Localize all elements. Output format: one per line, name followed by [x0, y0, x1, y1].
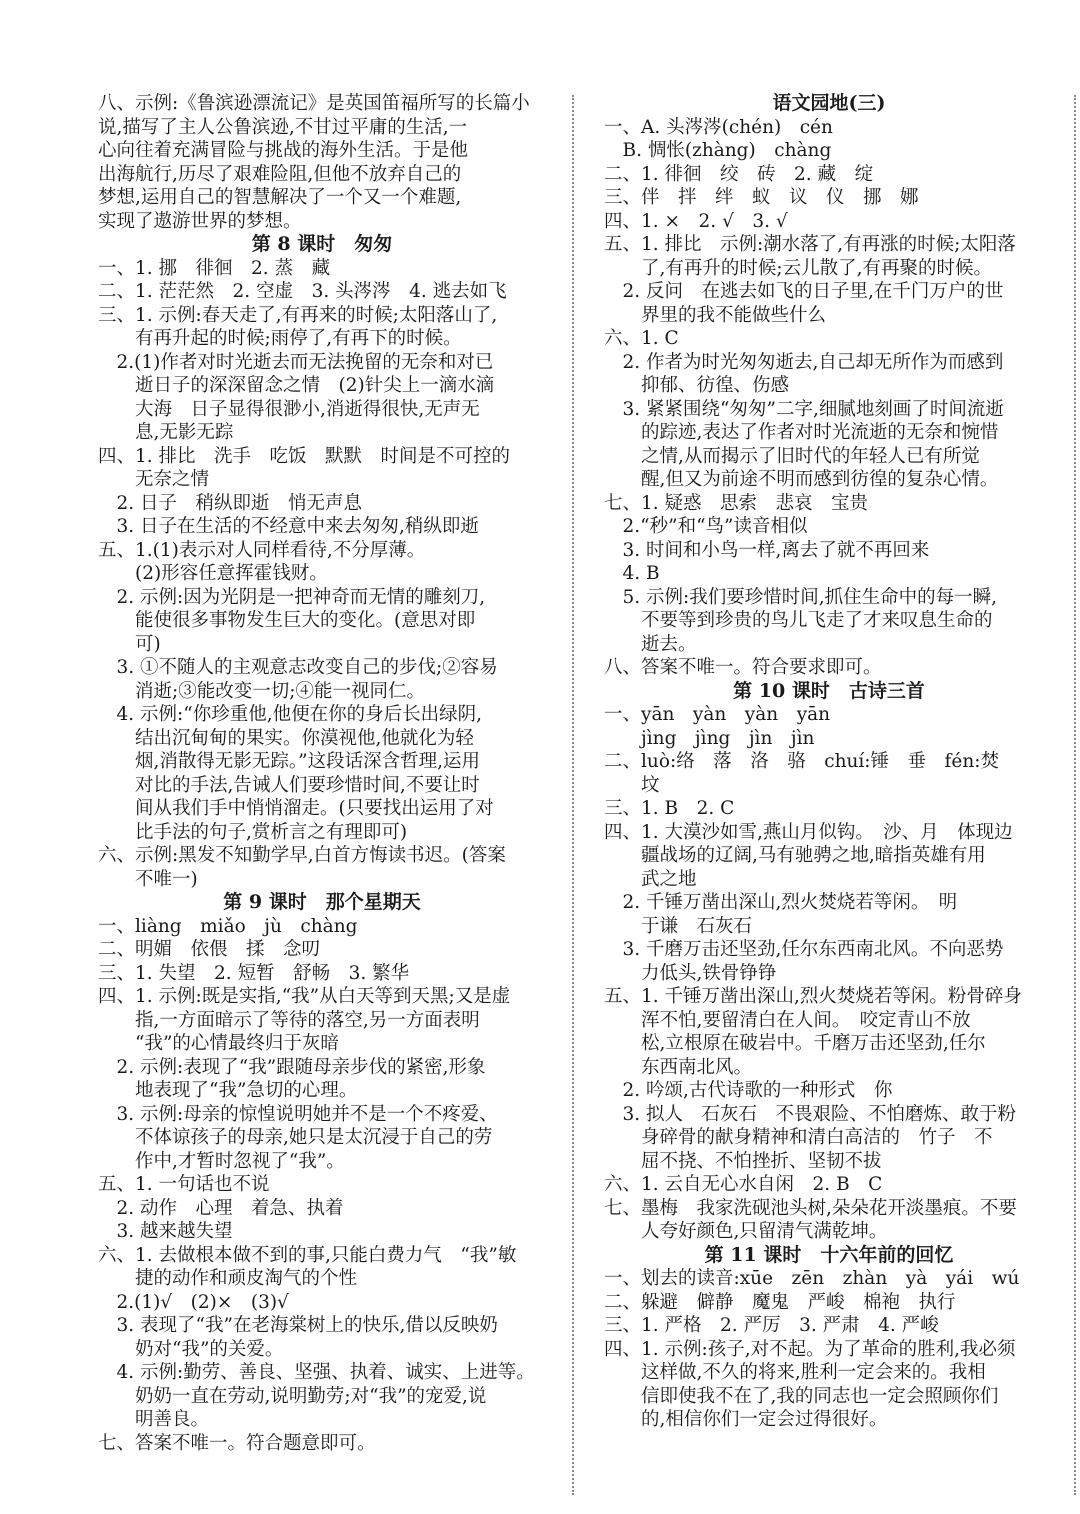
answer-line: 一、yān yàn yàn yān — [604, 704, 831, 725]
answer-line: 3. 示例:母亲的惊惶说明她并不是一个不疼爱、 — [98, 1103, 498, 1125]
answer-line: 三、1. 失望 2. 短暂 舒畅 3. 繁华 — [98, 962, 410, 984]
answer-line: 奶对“我”的关爱。 — [98, 1338, 284, 1360]
answer-line: 3. 拟人 石灰石 不畏艰险、不怕磨炼、敢于粉 — [604, 1103, 1017, 1125]
answer-line: 实现了遨游世界的梦想。 — [98, 210, 302, 232]
answer-line: 心向往着充满冒险与挑战的海外生活。于是他 — [98, 140, 469, 161]
column-divider — [572, 95, 574, 1495]
answer-line: 可) — [98, 633, 161, 655]
answer-line: 4. B — [604, 563, 660, 584]
answer-line: 东西南北风。 — [604, 1056, 753, 1078]
answer-line: 一、liàng miǎo jù chàng — [98, 915, 358, 937]
answer-line: 三、伴 拌 绊 蚁 议 仪 挪 娜 — [604, 187, 919, 208]
answer-line: 醒,但又为前途不明而感到彷徨的复杂心情。 — [604, 469, 999, 490]
answer-line: 六、1. 去做根本做不到的事,只能白费力气 “我”敏 — [98, 1244, 517, 1266]
answer-line: 坟 — [604, 774, 660, 796]
answer-line: 信即使我不在了,我的同志也一定会照顾你们 — [604, 1385, 999, 1407]
answer-line: 出海航行,历尽了艰难险阻,但他不放弃自己的 — [98, 163, 462, 185]
answer-line: 逝日子的深深留念之情 (2)针尖上一滴水滴 — [98, 375, 495, 396]
answer-line: 2. 日子 稍纵即逝 悄无声息 — [98, 492, 363, 514]
answer-line: 的踪迹,表达了作者对时光流逝的无奈和惋惜 — [604, 422, 999, 443]
answer-line: 六、1. 云自无心水自闲 2. B C — [604, 1174, 883, 1195]
answer-line: 说,描写了主人公鲁滨逊,不甘过平庸的生活,一 — [98, 116, 468, 138]
answer-line: 3. 表现了“我”在老海棠树上的快乐,借以反映奶 — [98, 1315, 498, 1336]
answer-line: 指,一方面暗示了等待的落空,另一方面表明 — [98, 1009, 480, 1031]
answer-line: 3. 时间和小鸟一样,离去了就不再回来 — [604, 539, 930, 561]
answer-line: 这样做,不久的将来,胜利一定会来的。我相 — [604, 1362, 986, 1383]
answer-line: 地表现了“我”急切的心理。 — [98, 1080, 358, 1101]
answer-line: 3. 日子在生活的不经意中来去匆匆,稍纵即逝 — [98, 516, 479, 537]
answer-line: 四、1. 示例:既是实指,“我”从白天等到天黑;又是虚 — [98, 986, 511, 1007]
answer-line: 不体谅孩子的母亲,她只是太沉浸于自己的劳 — [98, 1127, 493, 1148]
answer-line: 一、A. 头涔涔(chén) cén — [604, 116, 833, 138]
answer-line: 2. 反问 在逃去如飞的日子里,在千门万户的世 — [604, 281, 1004, 302]
answer-line: 六、1. C — [604, 328, 679, 349]
answer-line: 疆战场的辽阔,马有驰骋之地,暗指英雄有用 — [604, 845, 986, 866]
answer-line: “我”的心情最终归于灰暗 — [98, 1033, 339, 1054]
answer-line: 四、1. 大漠沙如雪,燕山月似钩。 沙、月 体现边 — [604, 821, 1013, 843]
answer-line: 间从我们手中悄悄溜走。(只要找出运用了对 — [98, 798, 494, 819]
answer-line: 八、示例:《鲁滨逊漂流记》是英国笛福所写的长篇小 — [98, 93, 530, 114]
answer-line: 2.(1)作者对时光逝去而无法挽留的无奈和对已 — [98, 351, 494, 373]
answer-line: 奶奶一直在劳动,说明勤劳;对“我”的宠爱,说 — [98, 1385, 487, 1407]
answer-line: 七、1. 疑惑 思索 悲哀 宝贵 — [604, 492, 869, 514]
answer-line: 比手法的句子,赏析言之有理即可) — [98, 821, 408, 843]
answer-line: 2.(1)√ (2)× (3)√ — [98, 1291, 289, 1313]
left-column — [98, 92, 546, 1455]
answer-line: 2. 吟颂,古代诗歌的一种形式 你 — [604, 1080, 893, 1101]
answer-line: 二、1. 徘徊 绞 砖 2. 藏 绽 — [604, 163, 874, 185]
answer-line: 武之地 — [604, 868, 697, 890]
answer-line: 二、躲避 僻静 魔鬼 严峻 棉袍 执行 — [604, 1291, 956, 1313]
answer-line: 界里的我不能做些什么 — [604, 304, 827, 326]
answer-line: 2. 作者为时光匆匆逝去,自己却无所作为而感到 — [604, 351, 1004, 373]
answer-line: 2. 示例:因为光阴是一把神奇而无情的雕刻刀, — [98, 586, 486, 608]
answer-line: 松,立根原在破岩中。千磨万击还坚劲,任尔 — [604, 1033, 986, 1054]
answer-line: 四、1. × 2. √ 3. √ — [604, 210, 788, 232]
answer-line: 三、1. 严格 2. 严厉 3. 严肃 4. 严峻 — [604, 1315, 939, 1336]
answer-line: 作中,才暂时忽视了“我”。 — [98, 1150, 345, 1172]
answer-line: 能使很多事物发生巨大的变化。(意思对即 — [98, 610, 476, 631]
answer-line: 于谦 石灰石 — [604, 915, 753, 937]
answer-line: 一、划去的读音:xūe zēn zhàn yà yái wú — [604, 1268, 1020, 1289]
section-heading: 第 8 课时 匆匆 — [251, 233, 393, 255]
answer-line: 3. 紧紧围绕“匆匆”二字,细腻地刻画了时间流逝 — [604, 398, 1004, 420]
answer-line: 消逝;③能改变一切;④能一视同仁。 — [98, 680, 425, 702]
answer-line: jìng jìng jìn jìn — [604, 727, 815, 749]
answer-line: 五、1.(1)表示对人同样看待,不分厚薄。 — [98, 539, 426, 561]
answer-line: 逝去。 — [604, 633, 697, 655]
answer-line: 五、1. 千锤万凿出深山,烈火焚烧若等闲。粉骨碎身 — [604, 986, 1022, 1007]
answer-line: B. 惆怅(zhàng) chàng — [604, 140, 832, 161]
answer-line: 五、1. 排比 示例:潮水落了,有再涨的时候;太阳落 — [604, 234, 1016, 255]
answer-line: 不要等到珍贵的鸟儿飞走了才来叹息生命的 — [604, 610, 993, 631]
answer-line: 七、墨梅 我家洗砚池头树,朵朵花开淡墨痕。不要 — [604, 1197, 1017, 1219]
answer-line: 5. 示例:我们要珍惜时间,抓住生命中的每一瞬, — [604, 586, 998, 608]
answer-line: 4. 示例:“你珍重他,他便在你的身后长出绿阴, — [98, 704, 482, 725]
answer-line: 二、明媚 依偎 揉 念叨 — [98, 939, 321, 960]
answer-line: 抑郁、彷徨、伤感 — [604, 375, 790, 396]
answer-line: 八、答案不唯一。符合要求即可。 — [604, 657, 882, 678]
answer-line: 四、1. 排比 洗手 吃饭 默默 时间是不可控的 — [98, 445, 511, 467]
answer-line: 的,相信你们一定会过得很好。 — [604, 1409, 888, 1430]
section-heading: 第 10 课时 古诗三首 — [733, 679, 925, 702]
answer-line: 二、luò:络 落 洛 骆 chuí:锤 垂 fén:焚 — [604, 751, 999, 772]
answer-line: 2. 动作 心理 着急、执着 — [98, 1197, 344, 1219]
answer-line: 五、1. 一句话也不说 — [98, 1174, 270, 1195]
answer-line: 有再升起的时候;雨停了,有再下的时候。 — [98, 328, 462, 349]
answer-line: 梦想,运用自己的智慧解决了一个又一个难题, — [98, 187, 462, 208]
answer-line: 六、示例:黑发不知勤学早,白首方悔读书迟。(答案 — [98, 845, 506, 866]
answer-line: 捷的动作和顽皮淘气的个性 — [98, 1268, 358, 1289]
answer-line: 3. 千磨万击还坚劲,任尔东西南北风。不向恶势 — [604, 939, 1004, 960]
answer-line: 了,有再升的时候;云儿散了,有再聚的时候。 — [604, 257, 992, 279]
answer-line: 三、1. 示例:春天走了,有再来的时候;太阳落山了, — [98, 304, 498, 326]
answer-line: 人夸好颜色,只留清气满乾坤。 — [604, 1221, 888, 1242]
page-edge-line — [1074, 95, 1076, 1495]
answer-line: 二、1. 茫茫然 2. 空虚 3. 头涔涔 4. 逃去如飞 — [98, 281, 507, 302]
section-heading: 第 11 课时 十六年前的回忆 — [704, 1243, 954, 1266]
answer-line: 大海 日子显得很渺小,消逝得很快,无声无 — [98, 398, 480, 420]
answer-line: 四、1. 示例:孩子,对不起。为了革命的胜利,我必须 — [604, 1338, 1016, 1360]
answer-line: (2)形容任意挥霍钱财。 — [98, 563, 328, 584]
section-heading: 第 9 课时 那个星期天 — [223, 891, 421, 913]
answer-line: 烟,消散得无影无踪。”这段话深含哲理,运用 — [98, 751, 480, 772]
answer-line: 身碎骨的献身精神和清白高洁的 竹子 不 — [604, 1127, 993, 1148]
right-column — [604, 92, 1054, 1432]
answer-line: 2. 千锤万凿出深山,烈火焚烧若等闲。 明 — [604, 892, 958, 913]
answer-line: 浑不怕,要留清白在人间。 咬定青山不放 — [604, 1009, 971, 1031]
answer-line: 结出沉甸甸的果实。你漠视他,他就化为轻 — [98, 727, 474, 749]
answer-line: 无奈之情 — [98, 469, 210, 490]
answer-line: 2. 示例:表现了“我”跟随母亲步伐的紧密,形象 — [98, 1056, 486, 1078]
answer-line: 息,无影无踪 — [98, 422, 234, 443]
answer-line: 4. 示例:勤劳、善良、坚强、执着、诚实、上进等。 — [98, 1362, 535, 1383]
answer-line: 3. 越来越失望 — [98, 1221, 233, 1242]
answer-line: 2.“秒”和“鸟”读音相似 — [604, 516, 808, 537]
answer-line: 三、1. B 2. C — [604, 798, 735, 819]
answer-line: 力低头,铁骨铮铮 — [604, 962, 777, 984]
answer-line: 3. ①不随人的主观意志改变自己的步伐;②容易 — [98, 657, 498, 678]
section-heading: 语文园地(三) — [772, 92, 886, 114]
answer-line: 屈不挠、不怕挫折、坚韧不拔 — [604, 1150, 882, 1172]
answer-line: 明善良。 — [98, 1409, 210, 1430]
answer-line: 一、1. 挪 徘徊 2. 蒸 藏 — [98, 257, 331, 279]
answer-line: 不唯一) — [98, 868, 198, 890]
answer-line: 对比的手法,告诫人们要珍惜时间,不要让时 — [98, 774, 480, 796]
answer-line: 七、答案不唯一。符合题意即可。 — [98, 1432, 376, 1454]
answer-line: 之情,从而揭示了旧时代的年轻人已有所觉 — [604, 445, 980, 467]
